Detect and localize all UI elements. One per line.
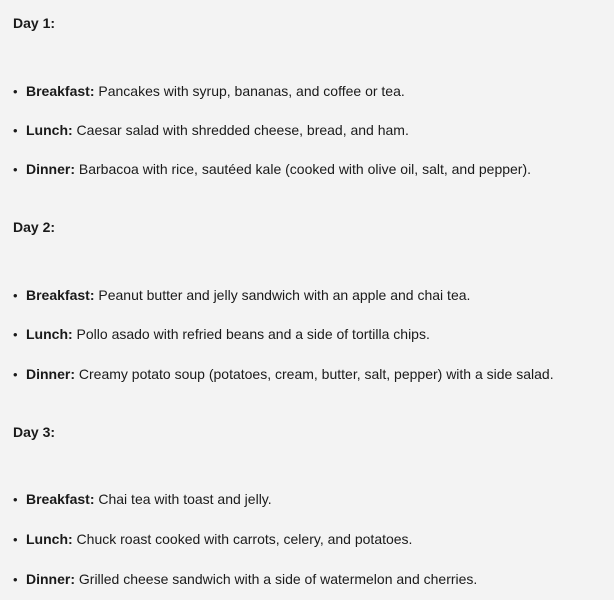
meal-label: Dinner: <box>26 366 75 382</box>
bullet-icon: • <box>13 492 18 507</box>
meal-description: Chai tea with toast and jelly. <box>94 491 272 507</box>
day-2-breakfast-item <box>13 286 470 305</box>
meal-description: Pancakes with syrup, bananas, and coffee or tea. <box>94 83 405 99</box>
day-2-dinner-item <box>13 365 554 384</box>
day-1-breakfast-item <box>13 82 405 101</box>
meal-description: Grilled cheese sandwich with a side of watermelon and cherries. <box>75 571 478 587</box>
meal-label: Lunch: <box>26 326 73 342</box>
meal-label: Dinner: <box>26 161 75 177</box>
meal-description: Pollo asado with refried beans and a side of tortilla chips. <box>72 326 430 342</box>
meal-label: Breakfast: <box>26 287 95 303</box>
meal-description: Caesar salad with shredded cheese, bread, and ham. <box>72 122 409 138</box>
day-2-lunch-item <box>13 325 430 344</box>
meal-label: Breakfast: <box>26 491 95 507</box>
day-1-dinner-item <box>13 160 531 179</box>
day-3-dinner-item <box>13 570 477 589</box>
day-3-heading: Day 3: <box>13 424 56 440</box>
meal-description: Barbacoa with rice, sautéed kale (cooked with olive oil, salt, and pepper). <box>75 161 532 177</box>
bullet-icon: • <box>13 162 18 177</box>
day-1-lunch-item <box>13 121 409 140</box>
bullet-icon: • <box>13 327 18 342</box>
day-3-lunch-item <box>13 530 412 549</box>
meal-description: Creamy potato soup (potatoes, cream, butter, salt, pepper) with a side salad. <box>75 366 554 382</box>
day-3-breakfast-item <box>13 490 272 509</box>
meal-label: Breakfast: <box>26 83 95 99</box>
meal-label: Lunch: <box>26 531 73 547</box>
bullet-icon: • <box>13 532 18 547</box>
day-1-heading: Day 1: <box>13 15 56 31</box>
meal-description: Peanut butter and jelly sandwich with an apple and chai tea. <box>94 287 471 303</box>
bullet-icon: • <box>13 572 18 587</box>
bullet-icon: • <box>13 123 18 138</box>
bullet-icon: • <box>13 367 18 382</box>
meal-label: Lunch: <box>26 122 73 138</box>
bullet-icon: • <box>13 288 18 303</box>
meal-description: Chuck roast cooked with carrots, celery, and potatoes. <box>72 531 413 547</box>
day-2-heading: Day 2: <box>13 219 56 235</box>
bullet-icon: • <box>13 84 18 99</box>
meal-label: Dinner: <box>26 571 75 587</box>
